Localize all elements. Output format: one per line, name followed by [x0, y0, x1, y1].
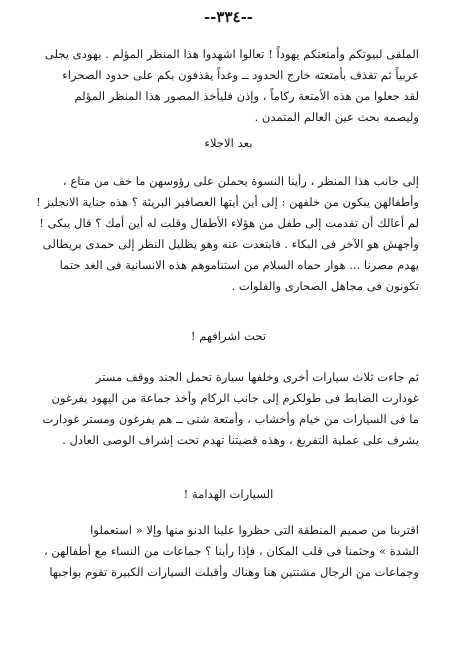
paragraph-line: اقتربنا من صميم المنطقة التى حظروا علينا الدنو منها وإلا « استعملوا [90, 523, 419, 537]
page-number: --٣٣٤-- [203, 8, 254, 26]
section-heading: تحت اشرافهم ! [190, 329, 267, 343]
paragraph-3 [30, 367, 419, 451]
paragraph-line: عربياً ثم تقذف بأمتعته خارج الحدود ــ وغداً يقذفون بكم على حدود الصحراء [62, 68, 419, 82]
paragraph-line: غودارت الضابط فى طولكرم إلى جانب الركام وأخذ جماعة من اليهود يفرغون [51, 391, 419, 405]
paragraph-line: يشرف على عملية التفريغ ، وهذه قضيتنا تهدم تحت إشراف الوصى العادل . [62, 433, 419, 447]
paragraph-line: لم أعالك أن تقدمت إلى طفل من هؤلاء الأطفال وقلت له أين أمك ؟ قال يبكى ! [39, 216, 419, 230]
paragraph-line: وليصمه بحث عين العالم المتمدن . [254, 110, 419, 124]
paragraph-1 [30, 44, 419, 128]
paragraph-line: إلى جانب هذا المنظر ، رأينا النسوة يحملن على رؤوسهن ما خف من متاع ، [62, 174, 419, 188]
paragraph-line: يهدم مصرنا ... هوار حماه السلام من استناموهم هذه الانسانية فى الغد حتما [59, 258, 419, 272]
paragraph-line: ما فى السيارات من خيام وأخشاب ، وأمتعة شتى ــ هم يفرغون ومستر غودارت [42, 412, 419, 426]
paragraph-line: ثم جاءت ثلاث سيارات أخرى وخلفها سيارة تحمل الجند ووقف مستر [95, 370, 419, 384]
paragraph-2 [30, 171, 419, 297]
paragraph-line: الملقى لبيوتكم وأمتعتكم يهوداً ! تعالوا اشهدوا هذا المنظر المؤلم . يهودى يجلى [44, 47, 419, 61]
paragraph-line: وأطفالهن يبكون من خلفهن : إلى أين أيتها العصافير البريئة ؟ هذه جناية الانجليز ! [36, 195, 419, 209]
paragraph-line: وجماعات من الرجال مشتتين هنا وهناك وأقبلت السيارات الكبيرة تقوم بواجبها [49, 565, 419, 579]
paragraph-line: لقد جعلوا من هذه الأمتعة ركاماً ، وإذن فليأخذ المصور هذا المنظر المؤلم [74, 89, 419, 103]
paragraph-line: تكونون فى مجاهل الصحارى والفلوات . [231, 279, 419, 293]
paragraph-line: وأجهش هو الآخر فى البكاء . فابتعدت عنه وهو يظليل النظر إلى حمدى بريطالى [42, 237, 419, 251]
section-heading: السيارات الهدامة ! [183, 487, 274, 501]
section-heading: بعد الاجلاء [204, 136, 253, 150]
paragraph-line: الشدة » وجثمنا فى قلب المكان ، فإذا رأينا ؟ جماعات من النساء مع أطفالهن ، [44, 544, 419, 558]
paragraph-4 [30, 520, 419, 583]
